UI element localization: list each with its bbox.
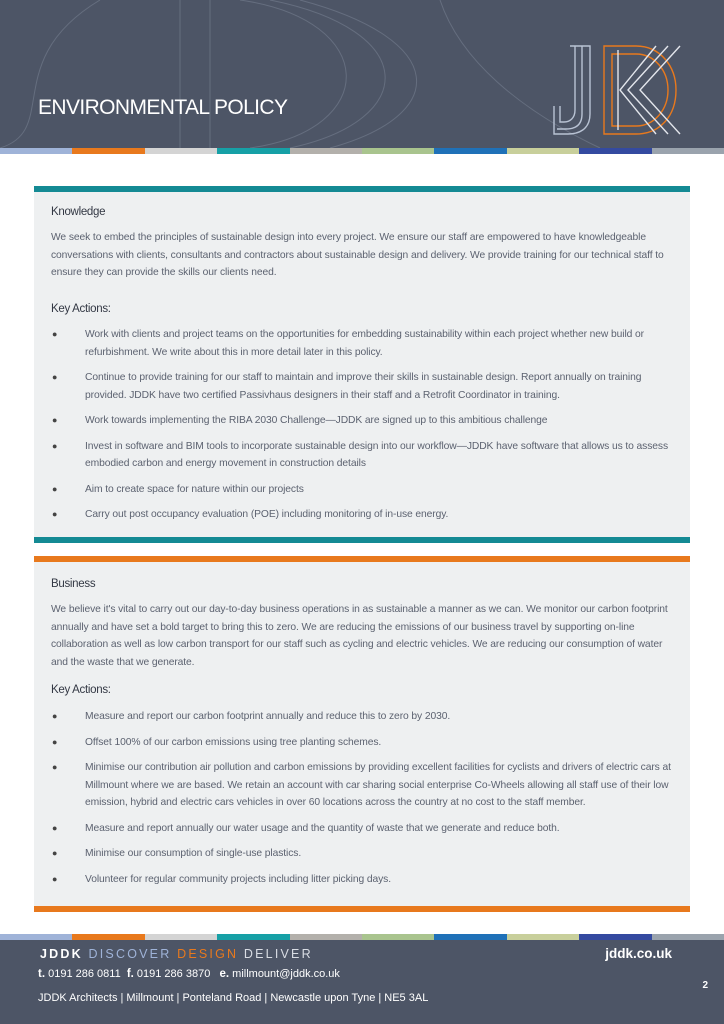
knowledge-heading: Knowledge (51, 206, 106, 218)
list-item-text: Minimise our consumption of single-use plastics. (85, 848, 302, 859)
list-item (51, 412, 677, 430)
business-key-actions-heading: Key Actions: (51, 684, 111, 696)
tagline-jddk: JDDK (40, 947, 83, 961)
list-item-text: Aim to create space for nature within our projects (85, 483, 304, 495)
list-item-text: Minimise our contribution air pollution and carbon emissions by providing excellent facilities for cyclists and drivers of electric cars at Millmount where we are based. We retain an account with car sharing social enterprise Co-Wheels allowing all staff use of their low emission, hybrid and electric cars vehicles in over 60 locations across the country at no cost to the staff member. (85, 762, 671, 808)
list-item-text: Continue to provide training for our staff to maintain and improve their skills in sustainable design. Report annually on training provided. JDDK have two certified Passivhaus designers in their staff and a Retrofit Coordinator in training. (85, 372, 642, 401)
phone-number[interactable]: 0191 286 0811 (48, 968, 121, 980)
knowledge-paragraph: We seek to embed the principles of sustainable design into every project. We ensure our staff are empowered to have knowledgeable conversations with clients, consultants and contractors about sustainable design and delivery. We provide training for our technical staff to ensure they can provide the skills our clients need. (51, 232, 664, 278)
list-item (51, 369, 677, 404)
tagline-discover: DISCOVER (88, 947, 172, 961)
list-item-text: Work towards implementing the RIBA 2030 Challenge—JDDK are signed up to this ambitious challenge (85, 415, 548, 426)
business-section (34, 556, 690, 912)
bullet-icon: ● (52, 372, 58, 382)
bullet-icon: ● (52, 440, 58, 451)
website-link[interactable]: jddk.co.uk (605, 946, 672, 961)
list-item-text: Volunteer for regular community projects including litter picking days. (85, 873, 391, 885)
business-paragraph: We believe it's vital to carry out our day-to-day business operations in as sustainable a manner as we can. We monitor our carbon footprint annually and have set a bold target to bring this to zero. We are reducing the emissions of our business travel by supporting on-line collaboration as well as low carbon transport for our staff such as cycling and electric vehicles. We are reducing our consumption of water and the waste that we generate. (51, 604, 668, 668)
phone-label: t. (38, 968, 46, 980)
list-item (51, 481, 677, 499)
email-link[interactable]: millmount@jddk.co.uk (232, 968, 340, 980)
email-label: e. (219, 968, 230, 980)
bullet-icon: ● (52, 762, 58, 772)
fax-number: 0191 286 3870 (136, 968, 211, 980)
list-item (51, 506, 677, 524)
page-footer (0, 940, 724, 1024)
bullet-icon: ● (52, 329, 58, 339)
bullet-icon: ● (52, 873, 58, 884)
address: JDDK Architects | Millmount | Ponteland Road | Newcastle upon Tyne | NE5 3AL (38, 992, 429, 1004)
list-item-text: Measure and report annually our water usage and the quantity of waste that we generate and reduce both. (85, 822, 560, 834)
list-item (51, 734, 677, 752)
list-item (51, 871, 677, 889)
knowledge-actions-list (51, 326, 677, 532)
list-item (51, 438, 677, 473)
list-item (51, 759, 677, 812)
list-item (51, 820, 677, 838)
list-item-text: Invest in software and BIM tools to incorporate sustainable design into our workflow—JDDK have software that allows us to assess embodied carbon and energy movement in construction details (85, 440, 668, 469)
tagline-design: DESIGN (177, 947, 239, 961)
page-header (0, 0, 724, 148)
jdk-logo (548, 44, 683, 136)
bullet-icon: ● (52, 415, 58, 425)
fax-label: f. (126, 968, 134, 980)
page-number: 2 (702, 980, 708, 991)
bullet-icon: ● (52, 509, 58, 519)
tagline-deliver: DELIVER (243, 947, 313, 961)
list-item-text: Carry out post occupancy evaluation (POE) including monitoring of in-use energy. (85, 509, 449, 520)
bullet-icon: ● (52, 483, 58, 494)
list-item-text: Work with clients and project teams on the opportunities for embedding sustainability within each project whether new build or refurbishment. We write about this in more detail later in this policy. (85, 329, 644, 358)
bullet-icon: ● (52, 711, 58, 721)
bullet-icon: ● (52, 736, 58, 747)
knowledge-section (34, 186, 690, 543)
business-actions-list (51, 708, 677, 896)
list-item (51, 708, 677, 726)
color-stripe-top (0, 148, 724, 154)
list-item-text: Measure and report our carbon footprint annually and reduce this to zero by 2030. (85, 711, 451, 722)
contact-line (38, 968, 340, 980)
list-item (51, 326, 677, 361)
bullet-icon: ● (52, 822, 58, 833)
knowledge-key-actions-heading: Key Actions: (51, 303, 111, 315)
business-heading: Business (51, 578, 96, 590)
list-item-text: Offset 100% of our carbon emissions using tree planting schemes. (85, 736, 382, 748)
page-title: ENVIRONMENTAL POLICY (38, 96, 288, 119)
tagline (40, 947, 313, 961)
bullet-icon: ● (52, 848, 58, 858)
list-item (51, 845, 677, 863)
